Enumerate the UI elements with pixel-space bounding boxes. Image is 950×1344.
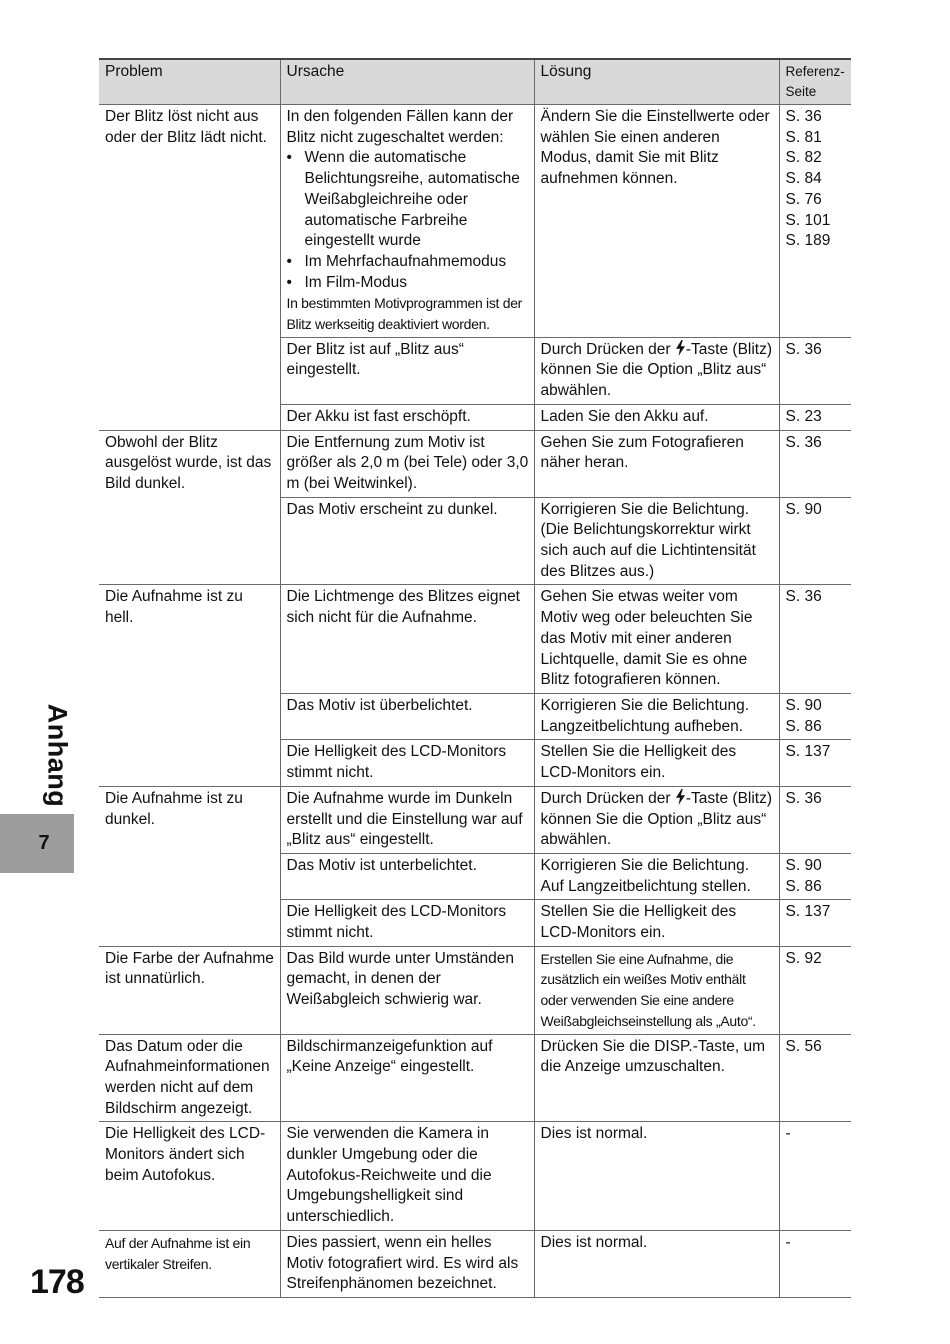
table-row [99, 1122, 851, 1231]
ref-item: S. 86 [785, 717, 822, 735]
table-row [99, 1230, 851, 1297]
ref-item: S. 101 [785, 211, 831, 229]
ref-cell [779, 693, 851, 739]
table-row [99, 430, 851, 497]
ref-item: S. 86 [785, 877, 822, 895]
cause-cell: Die Helligkeit des LCD-Monitors stimmt nicht. [280, 740, 534, 786]
ref-cell: S. 92 [779, 946, 851, 1034]
table-row [99, 105, 851, 338]
ref-cell [779, 105, 851, 338]
solution-text-pre: Durch Drücken der [540, 340, 675, 358]
ref-item: S. 82 [785, 149, 822, 167]
cause-cell: Der Akku ist fast erschöpft. [280, 404, 534, 430]
cause-note: In bestimmten Motivprogrammen ist der Blitz werkseitig deaktiviert worden. [286, 295, 523, 333]
cause-cell [280, 105, 534, 338]
problem-cell: Die Aufnahme ist zu hell. [99, 585, 280, 786]
ref-item: S. 84 [785, 170, 822, 188]
cause-cell: Die Aufnahme wurde im Dunkeln erstellt und die Einstellung war auf „Blitz aus“ eingestellt. [280, 786, 534, 853]
bullet-item: • Im Film-Modus [287, 273, 529, 294]
ref-cell: S. 137 [779, 740, 851, 786]
solution-cell: Dies ist normal. [534, 1230, 779, 1297]
cause-cell: Das Motiv ist unterbelichtet. [280, 853, 534, 899]
solution-cell: Korrigieren Sie die Belichtung. Auf Langzeitbelichtung stellen. [534, 853, 779, 899]
table-row [99, 585, 851, 694]
cause-cell: Das Motiv erscheint zu dunkel. [280, 497, 534, 585]
troubleshooting-table [99, 58, 851, 1298]
flash-icon [675, 789, 686, 805]
ref-item: S. 76 [785, 190, 822, 208]
bullet-item: • Im Mehrfachaufnahmemodus [287, 252, 529, 273]
ref-cell [779, 853, 851, 899]
header-row [99, 59, 851, 105]
chapter-number: 7 [38, 832, 50, 854]
solution-cell [534, 337, 779, 404]
ref-cell: S. 56 [779, 1034, 851, 1122]
cause-cell: Der Blitz ist auf „Blitz aus“ eingestellt. [280, 337, 534, 404]
solution-cell: Korrigieren Sie die Belichtung. (Die Belichtungskorrektur wirkt sich auch auf die Lichtintensität des Blitzes aus.) [534, 497, 779, 585]
chapter-title-text: Anhang [42, 703, 73, 807]
solution-cell: Gehen Sie etwas weiter vom Motiv weg oder beleuchten Sie das Motiv mit einer anderen Lichtquelle, damit Sie es ohne Blitz fotografieren können. [534, 585, 779, 694]
solution-text-post: -Taste (Blitz) können Sie die Option „Blitz aus“ abwählen. [540, 340, 773, 400]
bullet-item: • Wenn die automatische Belichtungsreihe, automatische Weißabgleichreihe oder automatische Farbreihe eingestellt wurde [287, 148, 529, 252]
solution-text-pre: Durch Drücken der [540, 789, 675, 807]
ref-item: S. 90 [785, 856, 822, 874]
solution-cell: Stellen Sie die Helligkeit des LCD-Monitors ein. [534, 900, 779, 946]
ref-cell: S. 90 [779, 497, 851, 585]
problem-cell: Das Datum oder die Aufnahmeinformationen werden nicht auf dem Bildschirm angezeigt. [99, 1034, 280, 1122]
table-row [99, 946, 851, 1034]
page-number: 178 [30, 1263, 84, 1301]
ref-item: S. 81 [785, 128, 822, 146]
cause-cell: Das Bild wurde unter Umständen gemacht, in denen der Weißabgleich schwierig war. [280, 946, 534, 1034]
solution-cell: Erstellen Sie eine Aufnahme, die zusätzlich ein weißes Motiv enthält oder verwenden Sie eine andere Weißabgleichseinstellung als „Auto“. [534, 946, 779, 1034]
cause-intro: In den folgenden Fällen kann der Blitz nicht zugeschaltet werden: [286, 108, 514, 146]
solution-cell [534, 786, 779, 853]
ref-item: S. 90 [785, 696, 822, 714]
header-cause: Ursache [280, 59, 534, 105]
problem-cell: Die Helligkeit des LCD-Monitors ändert sich beim Autofokus. [99, 1122, 280, 1231]
ref-cell: S. 36 [779, 585, 851, 694]
ref-cell: S. 36 [779, 786, 851, 853]
header-problem: Problem [99, 59, 280, 105]
solution-cell: Stellen Sie die Helligkeit des LCD-Monitors ein. [534, 740, 779, 786]
ref-cell: - [779, 1230, 851, 1297]
solution-cell: Ändern Sie die Einstellwerte oder wählen Sie einen anderen Modus, damit Sie mit Blitz aufnehmen können. [534, 105, 779, 338]
problem-cell: Der Blitz löst nicht aus oder der Blitz lädt nicht. [99, 105, 280, 431]
solution-cell: Laden Sie den Akku auf. [534, 404, 779, 430]
problem-cell: Obwohl der Blitz ausgelöst wurde, ist das Bild dunkel. [99, 430, 280, 585]
ref-cell: - [779, 1122, 851, 1231]
ref-cell: S. 36 [779, 337, 851, 404]
table-row [99, 786, 851, 853]
problem-cell: Die Farbe der Aufnahme ist unnatürlich. [99, 946, 280, 1034]
solution-cell: Korrigieren Sie die Belichtung. Langzeitbelichtung aufheben. [534, 693, 779, 739]
header-ref: Referenz-Seite [779, 59, 851, 105]
cause-cell: Das Motiv ist überbelichtet. [280, 693, 534, 739]
chapter-title [36, 700, 78, 810]
cause-cell: Sie verwenden die Kamera in dunkler Umgebung oder die Autofokus-Reichweite und die Umgebungshelligkeit sind unterschiedlich. [280, 1122, 534, 1231]
ref-cell: S. 36 [779, 430, 851, 497]
solution-cell: Drücken Sie die DISP.-Taste, um die Anzeige umzuschalten. [534, 1034, 779, 1122]
cause-cell: Die Lichtmenge des Blitzes eignet sich nicht für die Aufnahme. [280, 585, 534, 694]
problem-cell: Auf der Aufnahme ist ein vertikaler Streifen. [99, 1230, 280, 1297]
ref-cell: S. 137 [779, 900, 851, 946]
ref-item: S. 189 [785, 232, 831, 250]
solution-text-post: -Taste (Blitz) können Sie die Option „Blitz aus“ abwählen. [540, 789, 773, 849]
solution-cell: Dies ist normal. [534, 1122, 779, 1231]
header-solution: Lösung [534, 59, 779, 105]
cause-cell: Die Entfernung zum Motiv ist größer als 2,0 m (bei Tele) oder 3,0 m (bei Weitwinkel). [280, 430, 534, 497]
chapter-tab [0, 814, 74, 873]
cause-cell: Bildschirmanzeigefunktion auf „Keine Anzeige“ eingestellt. [280, 1034, 534, 1122]
flash-icon [675, 340, 686, 356]
ref-item: S. 36 [785, 108, 822, 125]
ref-cell: S. 23 [779, 404, 851, 430]
cause-cell: Dies passiert, wenn ein helles Motiv fotografiert wird. Es wird als Streifenphänomen bezeichnet. [280, 1230, 534, 1297]
table-row [99, 1034, 851, 1122]
cause-cell: Die Helligkeit des LCD-Monitors stimmt nicht. [280, 900, 534, 946]
solution-cell: Gehen Sie zum Fotografieren näher heran. [534, 430, 779, 497]
problem-cell: Die Aufnahme ist zu dunkel. [99, 786, 280, 946]
